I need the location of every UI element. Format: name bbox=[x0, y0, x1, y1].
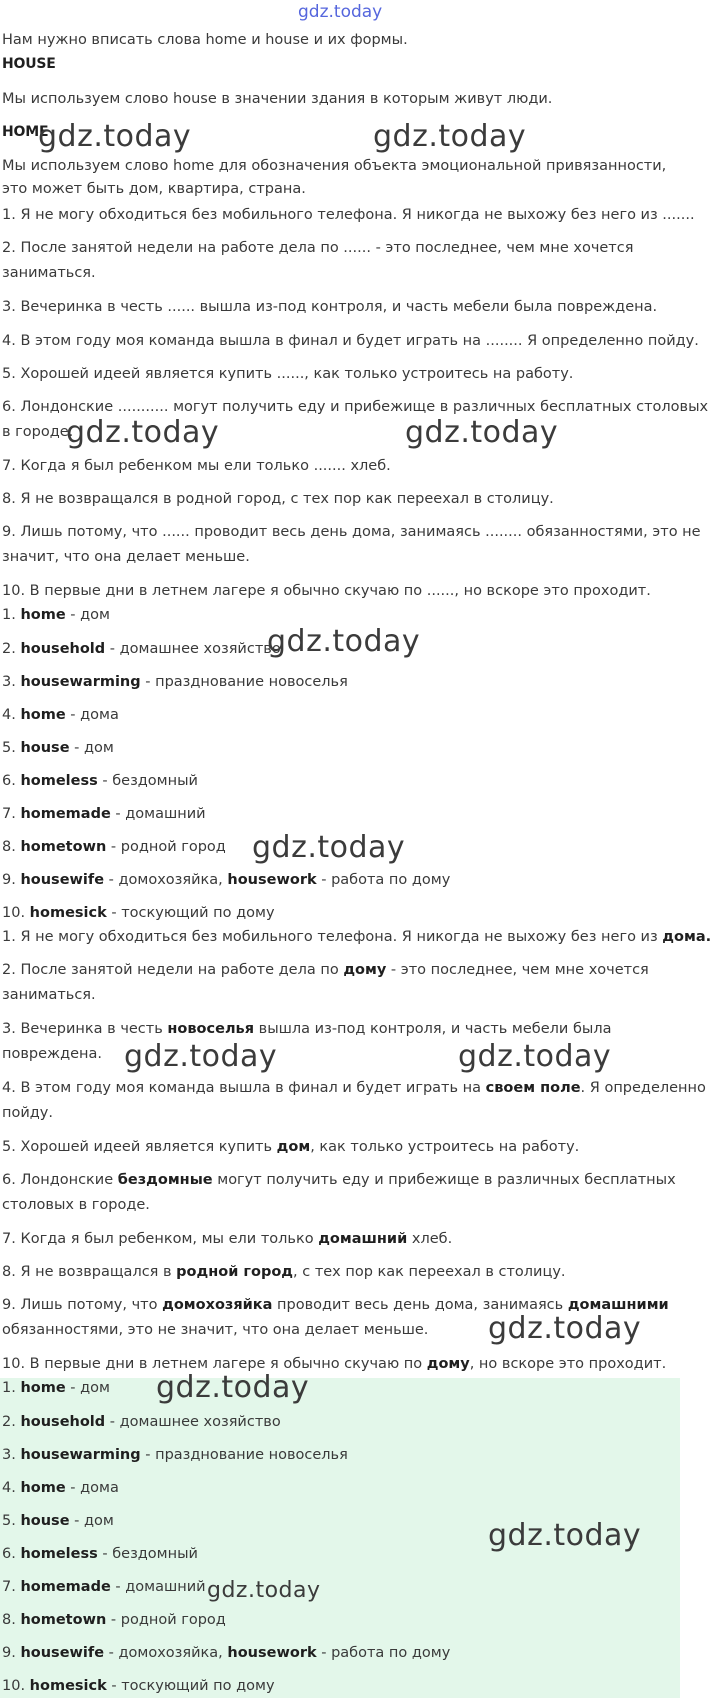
watermark: gdz.today bbox=[252, 830, 406, 865]
watermark: gdz.today bbox=[124, 1039, 278, 1074]
vocab-item: 1. home - дом bbox=[2, 1380, 110, 1396]
answer-item: столовых в городе. bbox=[2, 1197, 150, 1213]
answer-item: повреждена. bbox=[2, 1046, 103, 1062]
vocab-item: 6. homeless - бездомный bbox=[2, 1546, 198, 1562]
watermark: gdz.today bbox=[405, 415, 559, 450]
task-item: заниматься. bbox=[2, 265, 96, 281]
vocab-item: 9. housewife - домохозяйка, housework - работа по дому bbox=[2, 872, 451, 888]
vocab-item: 7. homemade - домашний bbox=[2, 1579, 206, 1595]
vocab-item: 5. house - дом bbox=[2, 1513, 114, 1529]
answer-item: 1. Я не могу обходиться без мобильного телефона. Я никогда не выхожу без него из дома. bbox=[2, 929, 711, 945]
watermark: gdz.today bbox=[488, 1311, 642, 1346]
task-item: 4. В этом году моя команда вышла в финал и будет играть на ........ Я определенно пойду. bbox=[2, 333, 699, 349]
answer-item: 6. Лондонские бездомные могут получить еду и прибежище в различных бесплатных bbox=[2, 1172, 676, 1188]
answer-item: 8. Я не возвращался в родной город, с тех пор как переехал в столицу. bbox=[2, 1264, 566, 1280]
task-item: 5. Хорошей идеей является купить ......, как только устроитесь на работу. bbox=[2, 366, 574, 382]
watermark: gdz.today bbox=[156, 1370, 310, 1405]
watermark: gdz.today bbox=[488, 1518, 642, 1553]
house-heading: HOUSE bbox=[2, 56, 56, 72]
vocab-item: 2. household - домашнее хозяйство bbox=[2, 1414, 281, 1430]
task-item: значит, что она делает меньше. bbox=[2, 549, 250, 565]
watermark: gdz.today bbox=[38, 119, 192, 154]
answer-item: 5. Хорошей идеей является купить дом, как только устроитесь на работу. bbox=[2, 1139, 580, 1155]
task-item: 7. Когда я был ребенком мы ели только ....... хлеб. bbox=[2, 458, 391, 474]
vocab-item: 7. homemade - домашний bbox=[2, 806, 206, 822]
answer-item: обязанностями, это не значит, что она делает меньше. bbox=[2, 1322, 429, 1338]
task-item: 9. Лишь потому, что ...... проводит весь день дома, занимаясь ........ обязанностями, это не bbox=[2, 524, 701, 540]
vocab-item: 8. hometown - родной город bbox=[2, 1612, 226, 1628]
answer-item: пойду. bbox=[2, 1105, 53, 1121]
vocab-item: 2. household - домашнее хозяйство bbox=[2, 641, 281, 657]
answer-item: заниматься. bbox=[2, 987, 96, 1003]
answer-item: 2. После занятой недели на работе дела по дому - это последнее, чем мне хочется bbox=[2, 962, 649, 978]
task-item: 8. Я не возвращался в родной город, с тех пор как переехал в столицу. bbox=[2, 491, 554, 507]
vocab-item: 3. housewarming - празднование новоселья bbox=[2, 1447, 348, 1463]
vocab-item: 3. housewarming - празднование новоселья bbox=[2, 674, 348, 690]
vocab-item: 10. homesick - тоскующий по дому bbox=[2, 1678, 275, 1694]
task-item: 2. После занятой недели на работе дела по ...... - это последнее, чем мне хочется bbox=[2, 240, 634, 256]
vocab-item: 4. home - дома bbox=[2, 1480, 119, 1496]
vocab-item: 10. homesick - тоскующий по дому bbox=[2, 905, 275, 921]
task-item: 6. Лондонские ........... могут получить еду и прибежище в различных бесплатных столовых bbox=[2, 399, 709, 415]
vocab-item: 9. housewife - домохозяйка, housework - работа по дому bbox=[2, 1645, 451, 1661]
answer-item: 3. Вечеринка в честь новоселья вышла из-под контроля, и часть мебели была bbox=[2, 1021, 612, 1037]
watermark: gdz.today bbox=[458, 1039, 612, 1074]
home-text: Мы используем слово home для обозначения объекта эмоциональной привязанности, bbox=[2, 158, 667, 174]
vocab-item: 8. hometown - родной город bbox=[2, 839, 226, 855]
vocab-item: 4. home - дома bbox=[2, 707, 119, 723]
watermark: gdz.today bbox=[66, 415, 220, 450]
answer-item: 7. Когда я был ребенком, мы ели только домашний хлеб. bbox=[2, 1231, 453, 1247]
top-watermark: gdz.today bbox=[298, 2, 383, 22]
vocab-item: 5. house - дом bbox=[2, 740, 114, 756]
intro-text: Нам нужно вписать слова home и house и их формы. bbox=[2, 32, 408, 48]
task-item: в городе. bbox=[2, 424, 74, 440]
answer-item: 9. Лишь потому, что домохозяйка проводит весь день дома, занимаясь домашними bbox=[2, 1297, 669, 1313]
task-item: 10. В первые дни в летнем лагере я обычно скучаю по ......, но вскоре это проходит. bbox=[2, 583, 651, 599]
task-item: 1. Я не могу обходиться без мобильного телефона. Я никогда не выхожу без него из ....... bbox=[2, 207, 695, 223]
watermark: gdz.today bbox=[207, 1578, 321, 1603]
watermark: gdz.today bbox=[267, 624, 421, 659]
house-text: Мы используем слово house в значении здания в которым живут люди. bbox=[2, 91, 553, 107]
answer-item: 4. В этом году моя команда вышла в финал и будет играть на своем поле. Я определенно bbox=[2, 1080, 706, 1096]
answer-item: 10. В первые дни в летнем лагере я обычно скучаю по дому, но вскоре это проходит. bbox=[2, 1356, 667, 1372]
home-heading: HOME bbox=[2, 124, 49, 140]
task-item: 3. Вечеринка в честь ...... вышла из-под контроля, и часть мебели была повреждена. bbox=[2, 299, 658, 315]
home-text: это может быть дом, квартира, страна. bbox=[2, 181, 306, 197]
vocab-item: 6. homeless - бездомный bbox=[2, 773, 198, 789]
watermark: gdz.today bbox=[373, 119, 527, 154]
vocab-item: 1. home - дом bbox=[2, 607, 110, 623]
